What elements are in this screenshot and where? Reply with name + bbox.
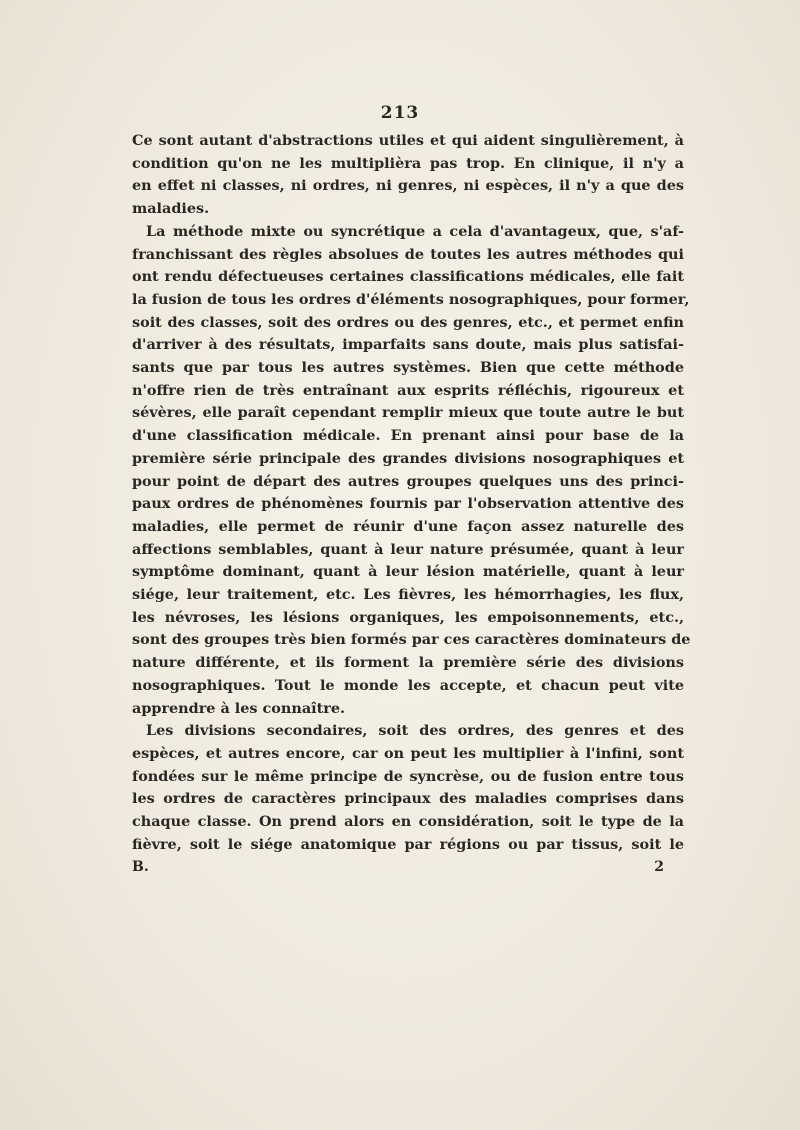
text-line: paux ordres de phénomènes fournis par l'observation attentive des bbox=[132, 495, 684, 513]
text-line: sévères, elle paraît cependant remplir mieux que toute autre le but bbox=[132, 404, 684, 422]
paragraph-2 bbox=[132, 221, 691, 720]
text-line: condition qu'on ne les multiplièra pas trop. En clinique, il n'y a bbox=[132, 154, 684, 172]
paragraph-3 bbox=[132, 720, 684, 856]
text-line: sants que par tous les autres systèmes. Bien que cette méthode bbox=[132, 359, 684, 377]
text-line: les névroses, les lésions organiques, les empoisonnements, etc., bbox=[132, 608, 684, 626]
text-line: la fusion de tous les ordres d'éléments nosographiques, pour former, bbox=[132, 290, 690, 308]
text-line: ont rendu défectueuses certaines classifications médicales, elle fait bbox=[132, 268, 684, 286]
printer-signature: B. bbox=[132, 859, 149, 875]
page-number: 213 bbox=[380, 103, 420, 123]
body-text bbox=[132, 130, 691, 857]
text-line: pour point de départ des autres groupes quelques uns des princi- bbox=[132, 472, 684, 490]
text-line: d'arriver à des résultats, imparfaits sans doute, mais plus satisfai- bbox=[132, 336, 684, 354]
text-line: affections semblables, quant à leur nature présumée, quant à leur bbox=[132, 540, 684, 558]
text-line: Les divisions secondaires, soit des ordres, des genres et des bbox=[146, 722, 684, 740]
text-line: symptôme dominant, quant à leur lésion matérielle, quant à leur bbox=[132, 563, 684, 581]
text-line: nosographiques. Tout le monde les accepte, et chacun peut vite bbox=[132, 676, 684, 694]
text-line: nature différente, et ils forment la première série des divisions bbox=[132, 654, 684, 672]
text-line: première série principale des grandes divisions nosographiques et bbox=[132, 449, 684, 467]
text-line: soit des classes, soit des ordres ou des genres, etc., et permet enfin bbox=[132, 313, 684, 331]
sheet-number: 2 bbox=[654, 859, 664, 875]
text-line: en effet ni classes, ni ordres, ni genres, ni espèces, il n'y a que des bbox=[132, 177, 684, 195]
text-line: chaque classe. On prend alors en considération, soit le type de la bbox=[132, 813, 684, 831]
text-line: n'offre rien de très entraînant aux esprits réfléchis, rigoureux et bbox=[132, 381, 684, 399]
text-line: fièvre, soit le siége anatomique par régions ou par tissus, soit le bbox=[132, 835, 684, 853]
text-line: sont des groupes très bien formés par ces caractères dominateurs de bbox=[132, 631, 691, 649]
text-line: franchissant des règles absolues de toutes les autres méthodes qui bbox=[132, 245, 684, 263]
text-line: apprendre à les connaître. bbox=[132, 699, 345, 717]
text-line: les ordres de caractères principaux des maladies comprises dans bbox=[132, 790, 684, 808]
paragraph-1 bbox=[132, 130, 684, 221]
text-line: espèces, et autres encore, car on peut les multiplier à l'infini, sont bbox=[132, 744, 684, 762]
text-line: Ce sont autant d'abstractions utiles et qui aident singulièrement, à bbox=[132, 132, 684, 149]
text-line: maladies. bbox=[132, 200, 210, 218]
text-line: siége, leur traitement, etc. Les fièvres, les hémorrhagies, les flux, bbox=[132, 586, 684, 604]
text-line: maladies, elle permet de réunir d'une façon assez naturelle des bbox=[132, 517, 684, 535]
text-line: La méthode mixte ou syncrétique a cela d'avantageux, que, s'af- bbox=[146, 222, 684, 240]
text-line: fondées sur le même principe de syncrèse, ou de fusion entre tous bbox=[132, 767, 684, 785]
text-line: d'une classification médicale. En prenant ainsi pour base de la bbox=[132, 427, 684, 445]
